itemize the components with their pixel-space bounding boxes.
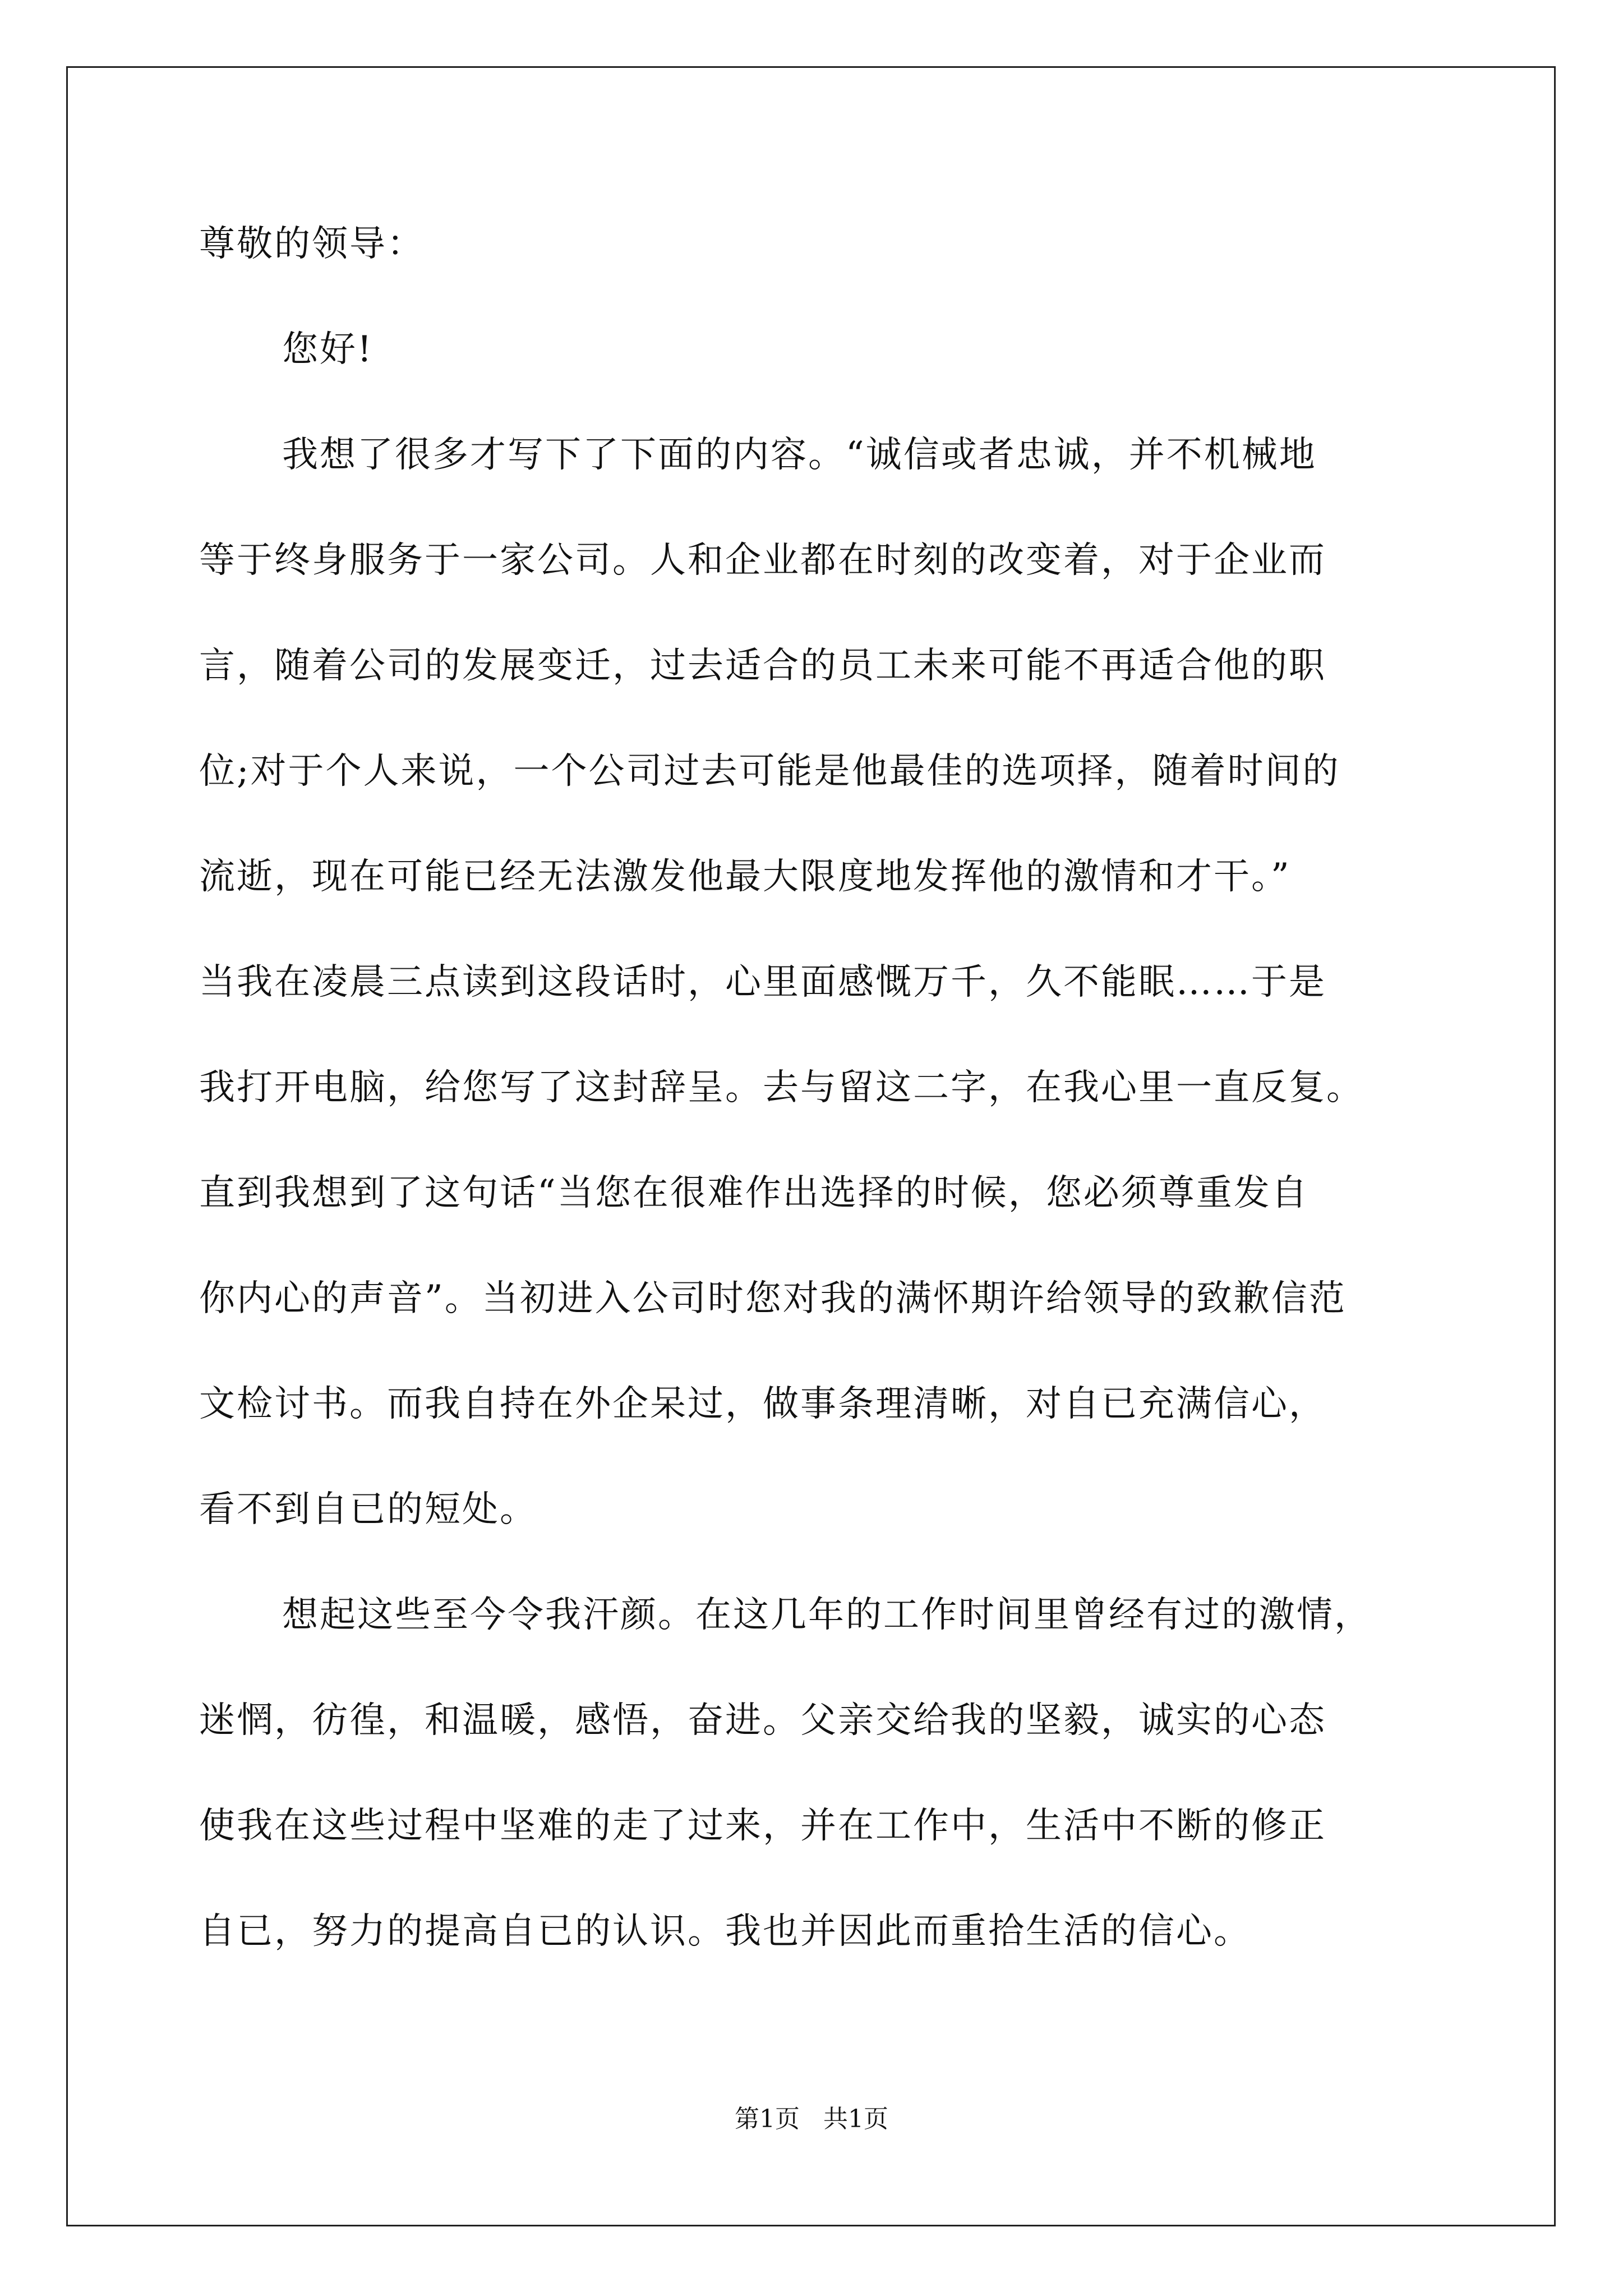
paragraph-line: 等于终身服务于一家公司。人和企业都在时刻的改变着，对于企业而: [199, 540, 1326, 581]
paragraph-line: 文检讨书。而我自持在外企呆过，做事条理清晰，对自已充满信心，: [199, 1383, 1326, 1425]
paragraph-line: 自已，努力的提高自已的认识。我也并因此而重拾生活的信心。: [199, 1911, 1251, 1952]
paragraph-line: 位;对于个人来说，一个公司过去可能是他最佳的选项择，随着时间的: [199, 751, 1340, 792]
paragraph-line: 你内心的声音”。当初进入公司时您对我的满怀期许给领导的致歉信范: [199, 1278, 1347, 1319]
page-number-footer: 第1页 共1页: [735, 2105, 888, 2133]
paragraph-line: 我想了很多才写下了下面的内容。“诚信或者忠诚，并不机械地: [282, 434, 1317, 476]
paragraph-line: 想起这些至今令我汗颜。在这几年的工作时间里曾经有过的激情，: [282, 1594, 1372, 1636]
paragraph-line: 看不到自已的短处。: [199, 1489, 537, 1530]
paragraph-line: 直到我想到了这句话“当您在很难作出选择的时候，您必须尊重发自: [199, 1172, 1309, 1214]
greeting: 您好!: [282, 329, 374, 370]
paragraph-line: 使我在这些过程中坚难的走了过来，并在工作中，生活中不断的修正: [199, 1805, 1326, 1847]
paragraph-line: 迷惘，彷徨，和温暖，感悟，奋进。父亲交给我的坚毅，诚实的心态: [199, 1700, 1326, 1741]
salutation: 尊敬的领导：: [199, 223, 425, 265]
paragraph-line: 我打开电脑，给您写了这封辞呈。去与留这二字，在我心里一直反复。: [199, 1067, 1364, 1108]
paragraph-line: 流逝，现在可能已经无法激发他最大限度地发挥他的激情和才干。”: [199, 856, 1291, 898]
paragraph-line: 当我在凌晨三点读到这段话时，心里面感慨万千，久不能眠……于是: [199, 961, 1326, 1003]
paragraph-line: 言，随着公司的发展变迁，过去适合的员工未来可能不再适合他的职: [199, 645, 1326, 687]
page-border: [66, 66, 1556, 2226]
